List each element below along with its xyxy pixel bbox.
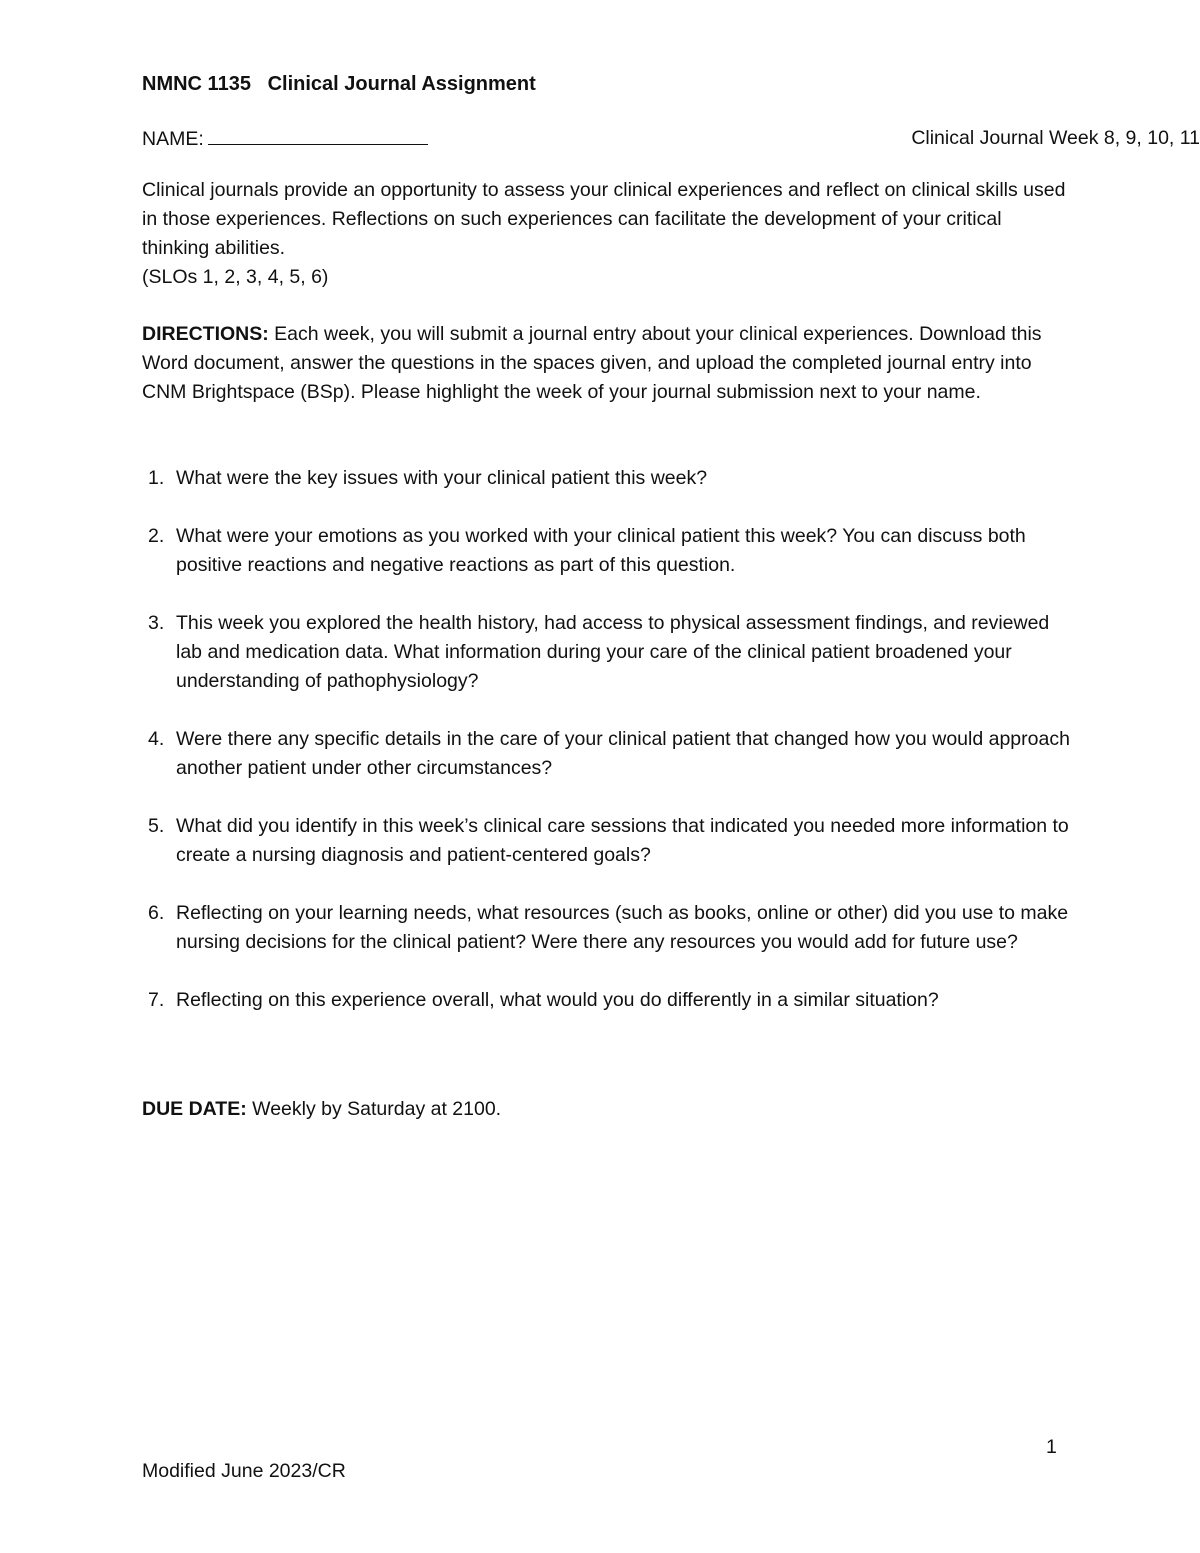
document-title: NMNC 1135 Clinical Journal Assignment — [142, 73, 536, 95]
question-number: 5. — [148, 815, 165, 837]
question-number: 3. — [148, 612, 165, 634]
question-item — [142, 812, 1072, 870]
name-label: NAME: — [142, 128, 204, 150]
question-text: What did you identify in this week’s clinical care sessions that indicated you needed more information to create a nursing diagnosis and patient-centered goals? — [176, 815, 1069, 866]
due-date-label: DUE DATE: — [142, 1098, 247, 1120]
directions-text: Each week, you will submit a journal entry about your clinical experiences. Download this Word document, answer the questions in the spaces given, and upload the completed journal entry into CNM Brightspace (BSp). Please highlight the week of your journal submission next to your name. — [142, 323, 1042, 403]
question-text: What were your emotions as you worked with your clinical patient this week? You can discuss both positive reactions and negative reactions as part of this question. — [176, 525, 1026, 576]
question-item — [142, 609, 1072, 696]
question-number: 2. — [148, 525, 165, 547]
directions-label: DIRECTIONS: — [142, 323, 269, 345]
question-number: 1. — [148, 467, 165, 489]
directions-section — [142, 320, 1072, 407]
question-text: What were the key issues with your clinical patient this week? — [176, 467, 708, 489]
question-text: Were there any specific details in the care of your clinical patient that changed how you would approach another patient under other circumstances? — [176, 728, 1070, 779]
question-number: 7. — [148, 989, 165, 1011]
question-number: 4. — [148, 728, 165, 750]
question-item — [142, 725, 1072, 783]
name-blank-line — [208, 124, 428, 145]
intro-text: Clinical journals provide an opportunity to assess your clinical experiences and reflect on clinical skills used in those experiences. Reflections on such experiences can facilitate the development of your critical thinking abilities. — [142, 179, 1066, 259]
slos-text: (SLOs 1, 2, 3, 4, 5, 6) — [142, 266, 329, 288]
question-item — [142, 464, 1072, 493]
modified-footer: Modified June 2023/CR — [142, 1460, 346, 1482]
question-item — [142, 899, 1072, 957]
question-number: 6. — [148, 902, 165, 924]
question-text: Reflecting on your learning needs, what resources (such as books, online or other) did you use to make nursing decisions for the clinical patient? Were there any resources you would add for future use? — [176, 902, 1069, 953]
journal-week-label: Clinical Journal Week 8, 9, 10, 11 — [911, 127, 1200, 149]
page-number: 1 — [1046, 1436, 1057, 1458]
intro-section — [142, 176, 1072, 292]
question-text: This week you explored the health history, had access to physical assessment findings, and reviewed lab and medication data. What information during your care of the clinical patient broadened your understanding of pathophysiology? — [176, 612, 1050, 692]
name-row — [142, 124, 1200, 154]
question-item — [142, 522, 1072, 580]
questions-list — [142, 464, 1072, 1044]
due-date-section — [142, 1095, 1072, 1124]
question-item — [142, 986, 1072, 1015]
due-date-text: Weekly by Saturday at 2100. — [246, 1098, 502, 1120]
question-text: Reflecting on this experience overall, what would you do differently in a similar situation? — [176, 989, 939, 1011]
